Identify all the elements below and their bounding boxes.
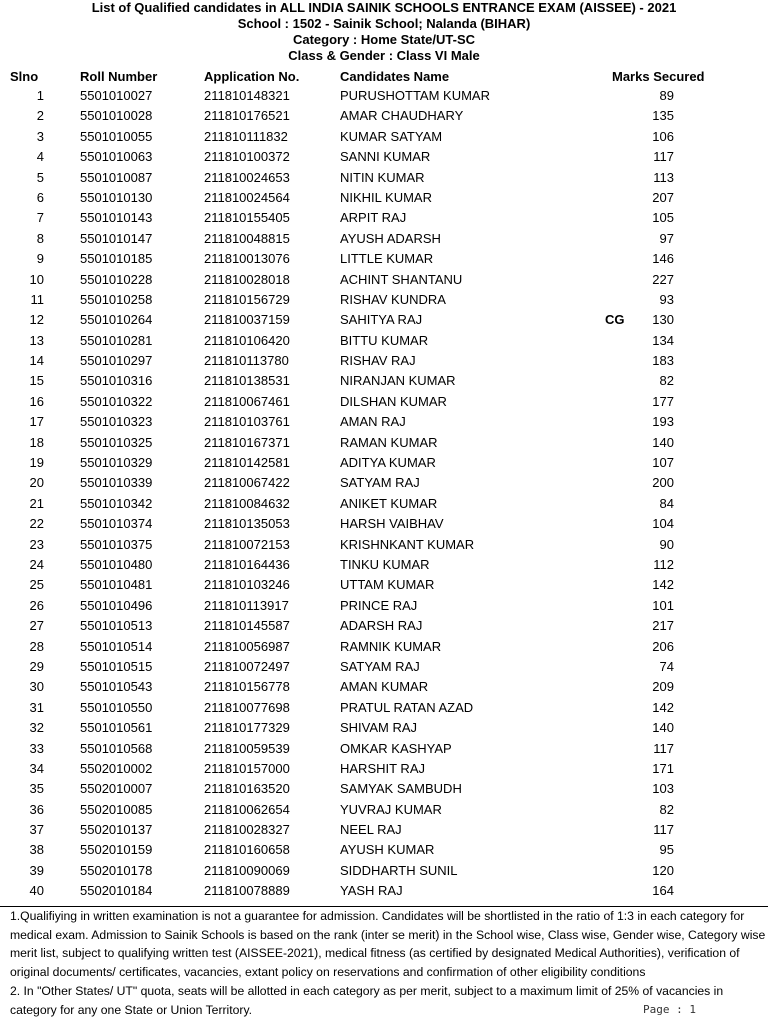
column-header-slno: Slno bbox=[10, 69, 39, 84]
table-row bbox=[0, 555, 768, 575]
cell-slno: 27 bbox=[29, 618, 44, 634]
table-row bbox=[0, 310, 768, 330]
cell-slno: 3 bbox=[36, 128, 44, 144]
cell-slno: 7 bbox=[36, 210, 44, 226]
cell-marks: 142 bbox=[652, 577, 674, 593]
cell-marks: 95 bbox=[659, 842, 674, 858]
cell-candidate-name: SAHITYA RAJ bbox=[340, 312, 423, 328]
cell-roll-number: 5501010339 bbox=[80, 475, 153, 491]
cell-roll-number: 5501010143 bbox=[80, 210, 153, 226]
cell-marks: 146 bbox=[652, 251, 674, 267]
cell-marks: 134 bbox=[652, 332, 674, 348]
cell-slno: 16 bbox=[29, 393, 44, 409]
cell-application-no: 211810024653 bbox=[204, 169, 290, 185]
table-row bbox=[0, 759, 768, 779]
cell-slno: 8 bbox=[36, 230, 44, 246]
cell-roll-number: 5501010185 bbox=[80, 251, 153, 267]
cell-candidate-name: ACHINT SHANTANU bbox=[340, 271, 463, 287]
cell-candidate-name: RISHAV RAJ bbox=[340, 353, 416, 369]
document-title: List of Qualified candidates in ALL INDIA SAINIK SCHOOLS ENTRANCE EXAM (AISSEE) - 2021 bbox=[91, 0, 677, 15]
table-row bbox=[0, 739, 768, 759]
school-line: School : 1502 - Sainik School; Nalanda (BIHAR) bbox=[237, 16, 531, 31]
cell-application-no: 211810145587 bbox=[204, 618, 290, 634]
cell-roll-number: 5501010561 bbox=[80, 720, 153, 736]
cell-application-no: 211810028327 bbox=[204, 822, 290, 838]
table-row bbox=[0, 433, 768, 453]
cell-roll-number: 5501010322 bbox=[80, 393, 153, 409]
cell-slno: 18 bbox=[29, 434, 44, 450]
cell-slno: 13 bbox=[29, 332, 44, 348]
cell-application-no: 211810138531 bbox=[204, 373, 290, 389]
cell-roll-number: 5501010514 bbox=[80, 638, 153, 654]
cell-roll-number: 5501010481 bbox=[80, 577, 153, 593]
cell-marks: 140 bbox=[652, 720, 674, 736]
cell-roll-number: 5501010228 bbox=[80, 271, 153, 287]
cell-roll-number: 5501010281 bbox=[80, 332, 153, 348]
cell-marks: 130 bbox=[652, 312, 674, 328]
table-row bbox=[0, 290, 768, 310]
table-row bbox=[0, 371, 768, 391]
cell-candidate-name: YUVRAJ KUMAR bbox=[340, 801, 442, 817]
cell-application-no: 211810062654 bbox=[204, 801, 290, 817]
cell-marks: 105 bbox=[652, 210, 674, 226]
cell-candidate-name: DILSHAN KUMAR bbox=[340, 393, 447, 409]
table-row bbox=[0, 106, 768, 126]
cell-candidate-name: RAMAN KUMAR bbox=[340, 434, 438, 450]
cell-roll-number: 5502010184 bbox=[80, 883, 153, 899]
cell-slno: 37 bbox=[29, 822, 44, 838]
cell-slno: 20 bbox=[29, 475, 44, 491]
cell-roll-number: 5502010159 bbox=[80, 842, 153, 858]
cell-roll-number: 5501010480 bbox=[80, 556, 153, 572]
cell-roll-number: 5501010087 bbox=[80, 169, 153, 185]
cell-roll-number: 5501010258 bbox=[80, 291, 153, 307]
cell-marks: 117 bbox=[653, 149, 674, 165]
cell-marks: 97 bbox=[659, 230, 674, 246]
table-header bbox=[0, 68, 768, 86]
cell-candidate-name: PURUSHOTTAM KUMAR bbox=[340, 88, 490, 103]
cell-marks: 93 bbox=[659, 291, 674, 307]
table-row bbox=[0, 208, 768, 228]
cell-candidate-name: PRINCE RAJ bbox=[340, 597, 418, 613]
cell-application-no: 211810059539 bbox=[204, 740, 290, 756]
cell-slno: 5 bbox=[36, 169, 44, 185]
column-header-application-no: Application No. bbox=[204, 69, 300, 84]
page-number: Page : 1 bbox=[643, 1003, 696, 1016]
cell-marks: 209 bbox=[652, 679, 674, 695]
cell-candidate-name: SIDDHARTH SUNIL bbox=[340, 862, 458, 878]
cell-slno: 25 bbox=[29, 577, 44, 593]
cell-marks: 104 bbox=[652, 516, 674, 532]
cell-slno: 24 bbox=[29, 556, 44, 572]
cell-candidate-name: SANNI KUMAR bbox=[340, 149, 431, 165]
cell-application-no: 211810157000 bbox=[204, 760, 290, 776]
category-line: Category : Home State/UT-SC bbox=[292, 32, 476, 47]
cell-candidate-name: ADITYA KUMAR bbox=[340, 455, 436, 471]
cell-roll-number: 5501010342 bbox=[80, 495, 153, 511]
cell-application-no: 211810084632 bbox=[204, 495, 290, 511]
cell-candidate-name: SATYAM RAJ bbox=[340, 658, 420, 674]
cell-application-no: 211810155405 bbox=[204, 210, 290, 226]
cell-marks: 82 bbox=[659, 373, 674, 389]
cell-candidate-name: RISHAV KUNDRA bbox=[340, 291, 446, 307]
cell-candidate-name: KRISHNKANT KUMAR bbox=[340, 536, 475, 552]
table-row bbox=[0, 229, 768, 249]
cell-slno: 2 bbox=[36, 108, 44, 124]
cell-application-no: 211810164436 bbox=[204, 556, 290, 572]
cell-application-no: 211810103761 bbox=[204, 414, 290, 430]
cell-candidate-name: LITTLE KUMAR bbox=[340, 251, 434, 267]
cell-application-no: 211810067461 bbox=[204, 393, 290, 409]
table-row bbox=[0, 800, 768, 820]
cell-application-no: 211810090069 bbox=[204, 862, 290, 878]
cell-marks: 101 bbox=[652, 597, 674, 613]
table-row bbox=[0, 779, 768, 799]
table-row bbox=[0, 188, 768, 208]
cell-candidate-name: SAMYAK SAMBUDH bbox=[340, 781, 462, 797]
cell-candidate-name: AYUSH ADARSH bbox=[340, 230, 441, 246]
cell-application-no: 211810156778 bbox=[204, 679, 290, 695]
cell-roll-number: 5501010055 bbox=[80, 128, 153, 144]
cell-slno: 17 bbox=[29, 414, 44, 430]
cell-roll-number: 5502010178 bbox=[80, 862, 153, 878]
table-row bbox=[0, 453, 768, 473]
cell-slno: 15 bbox=[29, 373, 44, 389]
table-row bbox=[0, 881, 768, 901]
table-row bbox=[0, 840, 768, 860]
cell-slno: 6 bbox=[36, 189, 44, 205]
cell-roll-number: 5501010264 bbox=[80, 312, 153, 328]
cell-candidate-name: ARPIT RAJ bbox=[340, 210, 407, 226]
cell-roll-number: 5501010568 bbox=[80, 740, 153, 756]
table-row bbox=[0, 127, 768, 147]
cell-slno: 1 bbox=[36, 88, 44, 103]
cell-marks: 164 bbox=[652, 883, 674, 899]
cell-slno: 34 bbox=[29, 760, 44, 776]
cell-slno: 22 bbox=[29, 516, 44, 532]
table-row bbox=[0, 351, 768, 371]
cell-slno: 36 bbox=[29, 801, 44, 817]
cell-application-no: 211810078889 bbox=[204, 883, 290, 899]
cell-application-no: 211810100372 bbox=[204, 149, 290, 165]
cell-roll-number: 5501010130 bbox=[80, 189, 153, 205]
cell-slno: 26 bbox=[29, 597, 44, 613]
table-row bbox=[0, 514, 768, 534]
cell-application-no: 211810156729 bbox=[204, 291, 290, 307]
cell-slno: 19 bbox=[29, 455, 44, 471]
cell-slno: 21 bbox=[29, 495, 44, 511]
cell-roll-number: 5501010323 bbox=[80, 414, 153, 430]
cell-marks: 84 bbox=[659, 495, 674, 511]
cell-application-no: 211810113917 bbox=[204, 597, 289, 613]
cell-application-no: 211810013076 bbox=[204, 251, 290, 267]
cell-candidate-name: KUMAR SATYAM bbox=[340, 128, 443, 144]
cell-marks: 113 bbox=[653, 169, 674, 185]
table-row bbox=[0, 331, 768, 351]
cell-slno: 35 bbox=[29, 781, 44, 797]
cell-roll-number: 5501010374 bbox=[80, 516, 153, 532]
cell-application-no: 211810167371 bbox=[204, 434, 290, 450]
table-row bbox=[0, 168, 768, 188]
cell-slno: 9 bbox=[36, 251, 44, 267]
cell-roll-number: 5501010027 bbox=[80, 88, 153, 103]
cell-slno: 14 bbox=[29, 353, 44, 369]
cell-application-no: 211810177329 bbox=[204, 720, 290, 736]
column-header-candidate-name: Candidates Name bbox=[340, 69, 450, 84]
cell-application-no: 211810113780 bbox=[204, 353, 289, 369]
cell-slno: 12 bbox=[29, 312, 44, 328]
table-row bbox=[0, 249, 768, 269]
cell-slno: 39 bbox=[29, 862, 44, 878]
cell-application-no: 211810067422 bbox=[204, 475, 290, 491]
cell-candidate-name: AMAR CHAUDHARY bbox=[340, 108, 464, 124]
class-gender-line: Class & Gender : Class VI Male bbox=[288, 48, 480, 63]
cell-marks: 90 bbox=[659, 536, 674, 552]
cell-application-no: 211810142581 bbox=[204, 455, 290, 471]
cell-application-no: 211810037159 bbox=[204, 312, 290, 328]
cell-candidate-name: BITTU KUMAR bbox=[340, 332, 429, 348]
table-row bbox=[0, 637, 768, 657]
cell-application-no: 211810024564 bbox=[204, 189, 290, 205]
cell-marks: 74 bbox=[659, 658, 674, 674]
cell-candidate-name: NITIN KUMAR bbox=[340, 169, 425, 185]
cell-marks: 142 bbox=[652, 699, 674, 715]
cell-marks: 227 bbox=[652, 271, 674, 287]
cell-marks: 140 bbox=[652, 434, 674, 450]
cell-application-no: 211810148321 bbox=[204, 88, 290, 103]
cell-candidate-name: ADARSH RAJ bbox=[340, 618, 423, 634]
cell-marks: 171 bbox=[652, 760, 674, 776]
table-row bbox=[0, 616, 768, 636]
document-header bbox=[0, 0, 768, 64]
cell-slno: 30 bbox=[29, 679, 44, 695]
column-header-roll-number: Roll Number bbox=[80, 69, 158, 84]
cell-roll-number: 5502010002 bbox=[80, 760, 153, 776]
cell-marks: 117 bbox=[653, 822, 674, 838]
cell-marks: 112 bbox=[653, 556, 674, 572]
cell-slno: 40 bbox=[29, 883, 44, 899]
cell-roll-number: 5501010543 bbox=[80, 679, 153, 695]
cell-application-no: 211810056987 bbox=[204, 638, 290, 654]
cell-candidate-name: RAMNIK KUMAR bbox=[340, 638, 442, 654]
cell-roll-number: 5501010297 bbox=[80, 353, 153, 369]
cell-roll-number: 5501010329 bbox=[80, 455, 153, 471]
cell-candidate-name: PRATUL RATAN AZAD bbox=[340, 699, 474, 715]
cell-candidate-name: TINKU KUMAR bbox=[340, 556, 430, 572]
table-row bbox=[0, 575, 768, 595]
table-row bbox=[0, 698, 768, 718]
cell-candidate-name: AMAN RAJ bbox=[340, 414, 406, 430]
table-row bbox=[0, 86, 768, 106]
cell-slno: 4 bbox=[36, 149, 44, 165]
table-row bbox=[0, 820, 768, 840]
cell-application-no: 211810077698 bbox=[204, 699, 290, 715]
cell-roll-number: 5502010085 bbox=[80, 801, 153, 817]
cell-candidate-name: HARSHIT RAJ bbox=[340, 760, 425, 776]
footnote-2: 2. In "Other States/ UT" quota, seats will be allotted in each category as per merit, subject to a maximum limit of 25% of vacancies in category for any one State or Union Territory. bbox=[10, 983, 724, 1017]
cell-roll-number: 5501010496 bbox=[80, 597, 153, 613]
cell-application-no: 211810135053 bbox=[204, 516, 290, 532]
cell-marks: 177 bbox=[652, 393, 674, 409]
cell-roll-number: 5501010515 bbox=[80, 658, 153, 674]
cell-application-no: 211810111832 bbox=[204, 128, 288, 144]
cell-marks: 200 bbox=[652, 475, 674, 491]
table-row bbox=[0, 494, 768, 514]
cell-application-no: 211810106420 bbox=[204, 332, 290, 348]
cell-marks: 183 bbox=[652, 353, 674, 369]
cell-roll-number: 5501010550 bbox=[80, 699, 153, 715]
cell-roll-number: 5502010007 bbox=[80, 781, 153, 797]
table-row bbox=[0, 596, 768, 616]
candidates-table bbox=[0, 86, 768, 902]
table-row bbox=[0, 861, 768, 881]
table-row bbox=[0, 147, 768, 167]
cell-candidate-name: SATYAM RAJ bbox=[340, 475, 420, 491]
cell-marks: 207 bbox=[652, 189, 674, 205]
cell-slno: 28 bbox=[29, 638, 44, 654]
cell-category-flag: CG bbox=[605, 312, 625, 328]
table-row bbox=[0, 657, 768, 677]
cell-slno: 31 bbox=[29, 699, 44, 715]
cell-slno: 29 bbox=[29, 658, 44, 674]
cell-candidate-name: NIKHIL KUMAR bbox=[340, 189, 432, 205]
cell-marks: 117 bbox=[653, 740, 674, 756]
cell-candidate-name: ANIKET KUMAR bbox=[340, 495, 438, 511]
table-row bbox=[0, 718, 768, 738]
cell-candidate-name: HARSH VAIBHAV bbox=[340, 516, 444, 532]
cell-application-no: 211810103246 bbox=[204, 577, 290, 593]
cell-roll-number: 5501010063 bbox=[80, 149, 153, 165]
cell-marks: 193 bbox=[652, 414, 674, 430]
cell-marks: 82 bbox=[659, 801, 674, 817]
cell-slno: 23 bbox=[29, 536, 44, 552]
cell-roll-number: 5501010513 bbox=[80, 618, 153, 634]
cell-marks: 107 bbox=[652, 455, 674, 471]
cell-application-no: 211810176521 bbox=[204, 108, 290, 124]
cell-marks: 217 bbox=[652, 618, 674, 634]
cell-roll-number: 5501010316 bbox=[80, 373, 153, 389]
cell-roll-number: 5501010325 bbox=[80, 434, 153, 450]
cell-application-no: 211810160658 bbox=[204, 842, 290, 858]
cell-marks: 206 bbox=[652, 638, 674, 654]
cell-candidate-name: OMKAR KASHYAP bbox=[340, 740, 452, 756]
cell-marks: 120 bbox=[652, 862, 674, 878]
cell-slno: 38 bbox=[29, 842, 44, 858]
cell-marks: 106 bbox=[652, 128, 674, 144]
cell-candidate-name: AYUSH KUMAR bbox=[340, 842, 435, 858]
cell-slno: 10 bbox=[29, 271, 44, 287]
cell-application-no: 211810072497 bbox=[204, 658, 290, 674]
cell-candidate-name: NIRANJAN KUMAR bbox=[340, 373, 456, 389]
table-row bbox=[0, 270, 768, 290]
column-header-marks: Marks Secured bbox=[612, 69, 705, 84]
table-row bbox=[0, 392, 768, 412]
cell-candidate-name: UTTAM KUMAR bbox=[340, 577, 435, 593]
cell-application-no: 211810048815 bbox=[204, 230, 290, 246]
cell-roll-number: 5501010028 bbox=[80, 108, 153, 124]
cell-marks: 103 bbox=[652, 781, 674, 797]
cell-slno: 32 bbox=[29, 720, 44, 736]
cell-marks: 89 bbox=[659, 88, 674, 103]
cell-slno: 11 bbox=[30, 291, 44, 307]
cell-application-no: 211810028018 bbox=[204, 271, 290, 287]
cell-candidate-name: SHIVAM RAJ bbox=[340, 720, 418, 736]
cell-candidate-name: YASH RAJ bbox=[340, 883, 403, 899]
table-row bbox=[0, 535, 768, 555]
cell-roll-number: 5501010375 bbox=[80, 536, 153, 552]
footnote-1: 1.Qualifiying in written examination is not a guarantee for admission. Candidates will be shortlisted in the ratio of 1:3 in each category for medical exam. Admission to Sainik Schools is based on the rank (inter se merit) in the School wise, Class wise, Gender wise, Category wise merit list, subject to qualifying written test (AISSEE-2021), medical fitness (as certified by designated Medical Authorities), verification of original documents/ certificates, vacancies, extant policy on reservations and confirmation of other eligibility conditions bbox=[10, 909, 766, 980]
cell-roll-number: 5501010147 bbox=[80, 230, 153, 246]
cell-application-no: 211810072153 bbox=[204, 536, 290, 552]
table-row bbox=[0, 473, 768, 493]
table-row bbox=[0, 412, 768, 432]
cell-candidate-name: NEEL RAJ bbox=[340, 822, 402, 838]
cell-marks: 135 bbox=[652, 108, 674, 124]
cell-application-no: 211810163520 bbox=[204, 781, 290, 797]
table-row bbox=[0, 677, 768, 697]
cell-roll-number: 5502010137 bbox=[80, 822, 153, 838]
cell-slno: 33 bbox=[29, 740, 44, 756]
cell-candidate-name: AMAN KUMAR bbox=[340, 679, 429, 695]
